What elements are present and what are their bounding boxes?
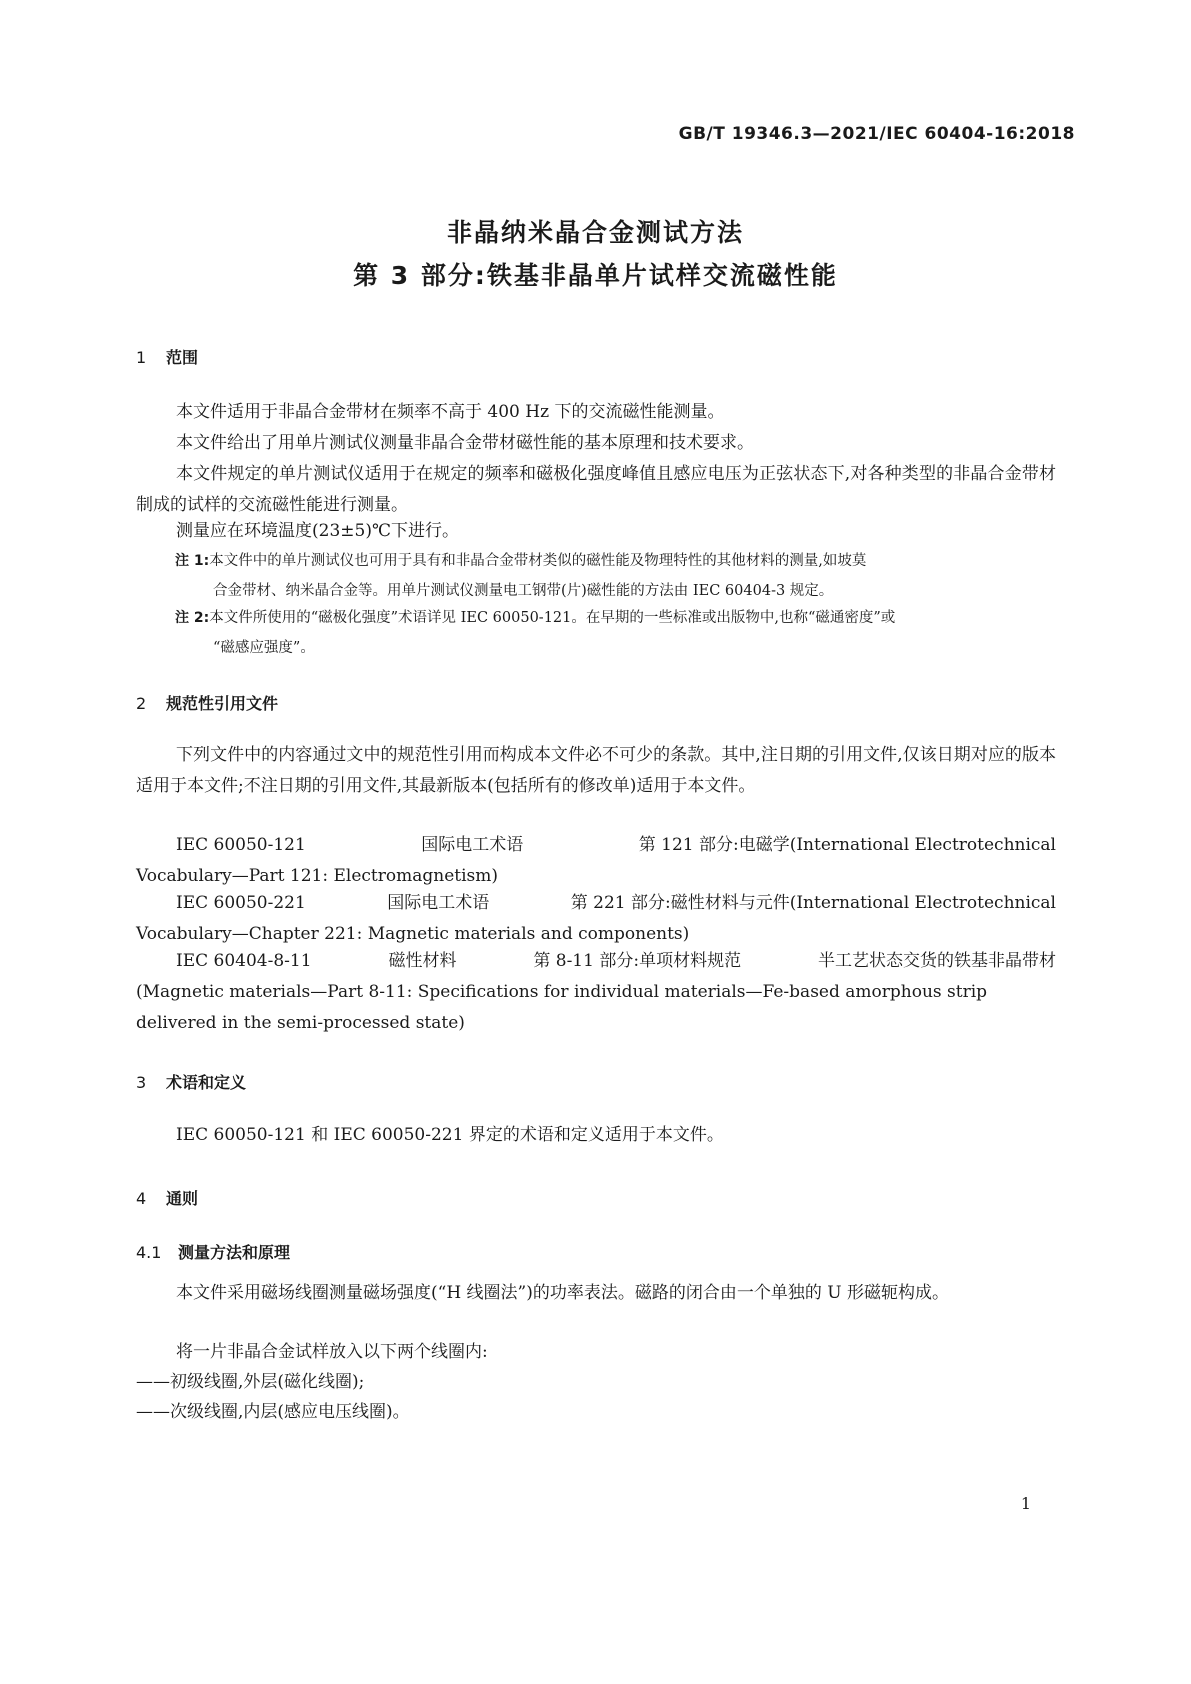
list-item-secondary-coil: ——次级线圈,内层(感应电压线圈)。 — [136, 1402, 410, 1422]
note-text-continued: 合金带材、纳米晶合金等。用单片测试仪测量电工钢带(片)磁性能的方法由 IEC 60404-3 规定。 — [213, 583, 834, 599]
reference-subtitle: 半工艺状态交货的铁基非晶带材 — [817, 951, 1056, 971]
section-4-1-heading — [136, 1240, 290, 1263]
subsection-number: 4.1 — [136, 1243, 162, 1262]
document-title-line1: 非晶纳米晶合金测试方法 — [446, 218, 744, 247]
section-title: 术语和定义 — [166, 1073, 247, 1092]
reference-title: 国际电工术语 — [421, 835, 524, 855]
section-number: 1 — [136, 348, 147, 367]
section-number: 2 — [136, 694, 147, 713]
document-title-line2: 第 3 部分:铁基非晶单片试样交流磁性能 — [353, 261, 838, 290]
reference-code: IEC 60050-121 — [176, 835, 306, 855]
reference-code: IEC 60404-8-11 — [176, 951, 312, 971]
subsection-title: 测量方法和原理 — [178, 1243, 291, 1262]
list-item-primary-coil: ——初级线圈,外层(磁化线圈); — [136, 1372, 365, 1392]
section-3-paragraph-1: IEC 60050-121 和 IEC 60050-221 界定的术语和定义适用于本文件。 — [176, 1125, 724, 1145]
note-label: 注 1: — [175, 553, 210, 569]
reference-title: 磁性材料 — [388, 951, 457, 971]
standard-code-header: GB/T 19346.3—2021/IEC 60404-16:2018 — [678, 124, 1075, 144]
note-text: 本文件所使用的“磁极化强度”术语详见 IEC 60050-121。在早期的一些标准或出版物中,也称“磁通密度”或 — [209, 610, 896, 626]
section-title: 规范性引用文件 — [166, 694, 279, 713]
reference-code: IEC 60050-221 — [176, 893, 306, 913]
section-4-paragraph-1: 本文件采用磁场线圈测量磁场强度(“H 线圈法”)的功率表法。磁路的闭合由一个单独的 U 形磁轭构成。 — [176, 1283, 950, 1303]
reference-part: 第 121 部分:电磁学(International Electrotechnical — [638, 835, 1056, 855]
reference-part: 第 8-11 部分:单项材料规范 — [533, 951, 742, 971]
section-1-paragraph-4: 测量应在环境温度(23±5)℃下进行。 — [176, 521, 459, 541]
normative-reference-2 — [136, 888, 1056, 950]
section-4-paragraph-2: 将一片非晶合金试样放入以下两个线圈内: — [176, 1342, 488, 1362]
page-number: 1 — [1020, 1494, 1031, 1513]
section-number: 3 — [136, 1073, 147, 1092]
reference-english-title: Vocabulary—Part 121: Electromagnetism) — [136, 866, 499, 886]
reference-english-line-3: delivered in the semi-processed state) — [136, 1013, 465, 1033]
section-2-paragraph-1: 下列文件中的内容通过文中的规范性引用而构成本文件必不可少的条款。其中,注日期的引用文件,仅该日期对应的版本适用于本文件;不注日期的引用文件,其最新版本(包括所有的修改单)适用于本文件。 — [136, 745, 1056, 796]
reference-title: 国际电工术语 — [387, 893, 490, 913]
section-4-heading — [136, 1186, 198, 1209]
section-1-paragraph-1: 本文件适用于非晶合金带材在频率不高于 400 Hz 下的交流磁性能测量。 — [176, 402, 725, 422]
note-1 — [175, 546, 1057, 606]
note-label: 注 2: — [175, 610, 210, 626]
section-number: 4 — [136, 1189, 147, 1208]
reference-english-line: (Magnetic materials—Part 8-11: Specifications for individual materials—Fe-based amorphous strip — [136, 982, 988, 1002]
normative-reference-1 — [136, 830, 1056, 892]
section-1-paragraph-3: 本文件规定的单片测试仪适用于在规定的频率和磁极化强度峰值且感应电压为正弦状态下,对各种类型的非晶合金带材制成的试样的交流磁性能进行测量。 — [136, 464, 1056, 515]
reference-part: 第 221 部分:磁性材料与元件(International Electrotechnical — [570, 893, 1056, 913]
section-title: 范围 — [166, 348, 199, 367]
normative-reference-3 — [136, 946, 1056, 1039]
note-text-continued: “磁感应强度”。 — [213, 640, 315, 656]
section-2-heading — [136, 691, 278, 714]
section-1-paragraph-2: 本文件给出了用单片测试仪测量非晶合金带材磁性能的基本原理和技术要求。 — [176, 433, 754, 453]
section-title: 通则 — [166, 1189, 199, 1208]
reference-english-title: Vocabulary—Chapter 221: Magnetic materials and components) — [136, 924, 690, 944]
reference-english-title — [136, 977, 1056, 1008]
section-1-heading — [136, 345, 198, 368]
section-3-heading — [136, 1070, 246, 1093]
note-text: 本文件中的单片测试仪也可用于具有和非晶合金带材类似的磁性能及物理特性的其他材料的测量,如坡莫 — [209, 553, 867, 569]
note-2 — [175, 603, 1057, 663]
